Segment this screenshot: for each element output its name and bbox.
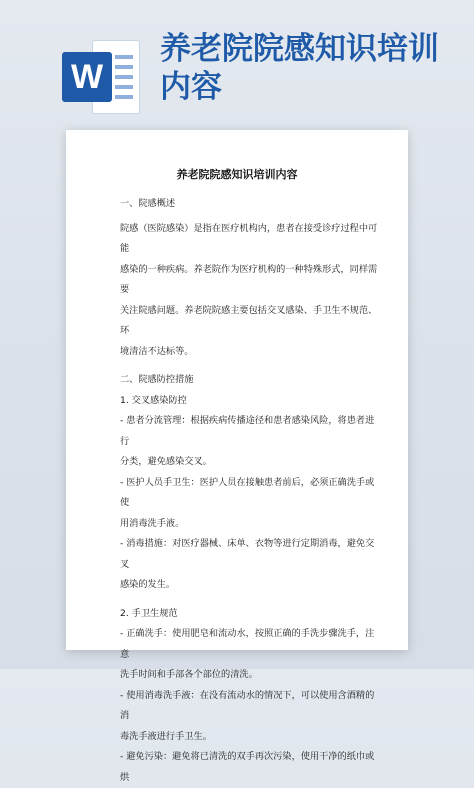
word-document-icon [62,40,140,114]
paragraph-line: - 避免污染：避免将已清洗的双手再次污染，使用干净的纸巾或烘 [120,751,375,783]
subsection-heading: 1. 交叉感染防控 [120,394,187,406]
paragraph-line: - 医护人员手卫生：医护人员在接触患者前后，必须正确洗手或使 [120,476,375,508]
paragraph-line: - 使用消毒洗手液：在没有流动水的情况下，可以使用含酒精的消 [120,689,375,721]
section-heading: 二、院感防控措施 [120,374,194,385]
paragraph-line: 院感（医院感染）是指在医疗机构内，患者在接受诊疗过程中可能 [120,222,378,254]
document-page [66,130,408,783]
paragraph-line: 毒洗手液进行手卫生。 [120,730,212,742]
paragraph-line: 洗手时间和手部各个部位的清洗。 [120,669,258,680]
word-letter-badge: W [62,52,112,102]
paragraph-line: 感染的一种疾病。养老院作为医疗机构的一种特殊形式，同样需要 [120,263,378,295]
paragraph-line: 用消毒洗手液。 [120,517,185,529]
paragraph-line: 境清洁不达标等。 [120,345,194,357]
paragraph-line: 分类，避免感染交叉。 [120,456,212,467]
subsection-heading: 2. 手卫生规范 [120,607,178,619]
document-title: 养老院院感知识培训内容 [176,168,298,181]
paragraph-line: - 正确洗手：使用肥皂和流动水，按照正确的手洗步骤洗手，注意 [120,628,375,660]
paragraph-line: 感染的发生。 [120,579,176,590]
paragraph-line: - 消毒措施：对医疗器械、床单、衣物等进行定期消毒，避免交叉 [120,538,375,570]
document-body [120,194,382,788]
section-heading: 一、院感概述 [120,198,176,209]
banner-title: 养老院院感知识培训内容 [160,31,439,105]
paragraph-line: 关注院感问题。养老院院感主要包括交叉感染、手卫生不规范、环 [120,304,378,336]
paragraph-line: - 患者分流管理：根据疾病传播途径和患者感染风险，将患者进行 [120,415,375,447]
